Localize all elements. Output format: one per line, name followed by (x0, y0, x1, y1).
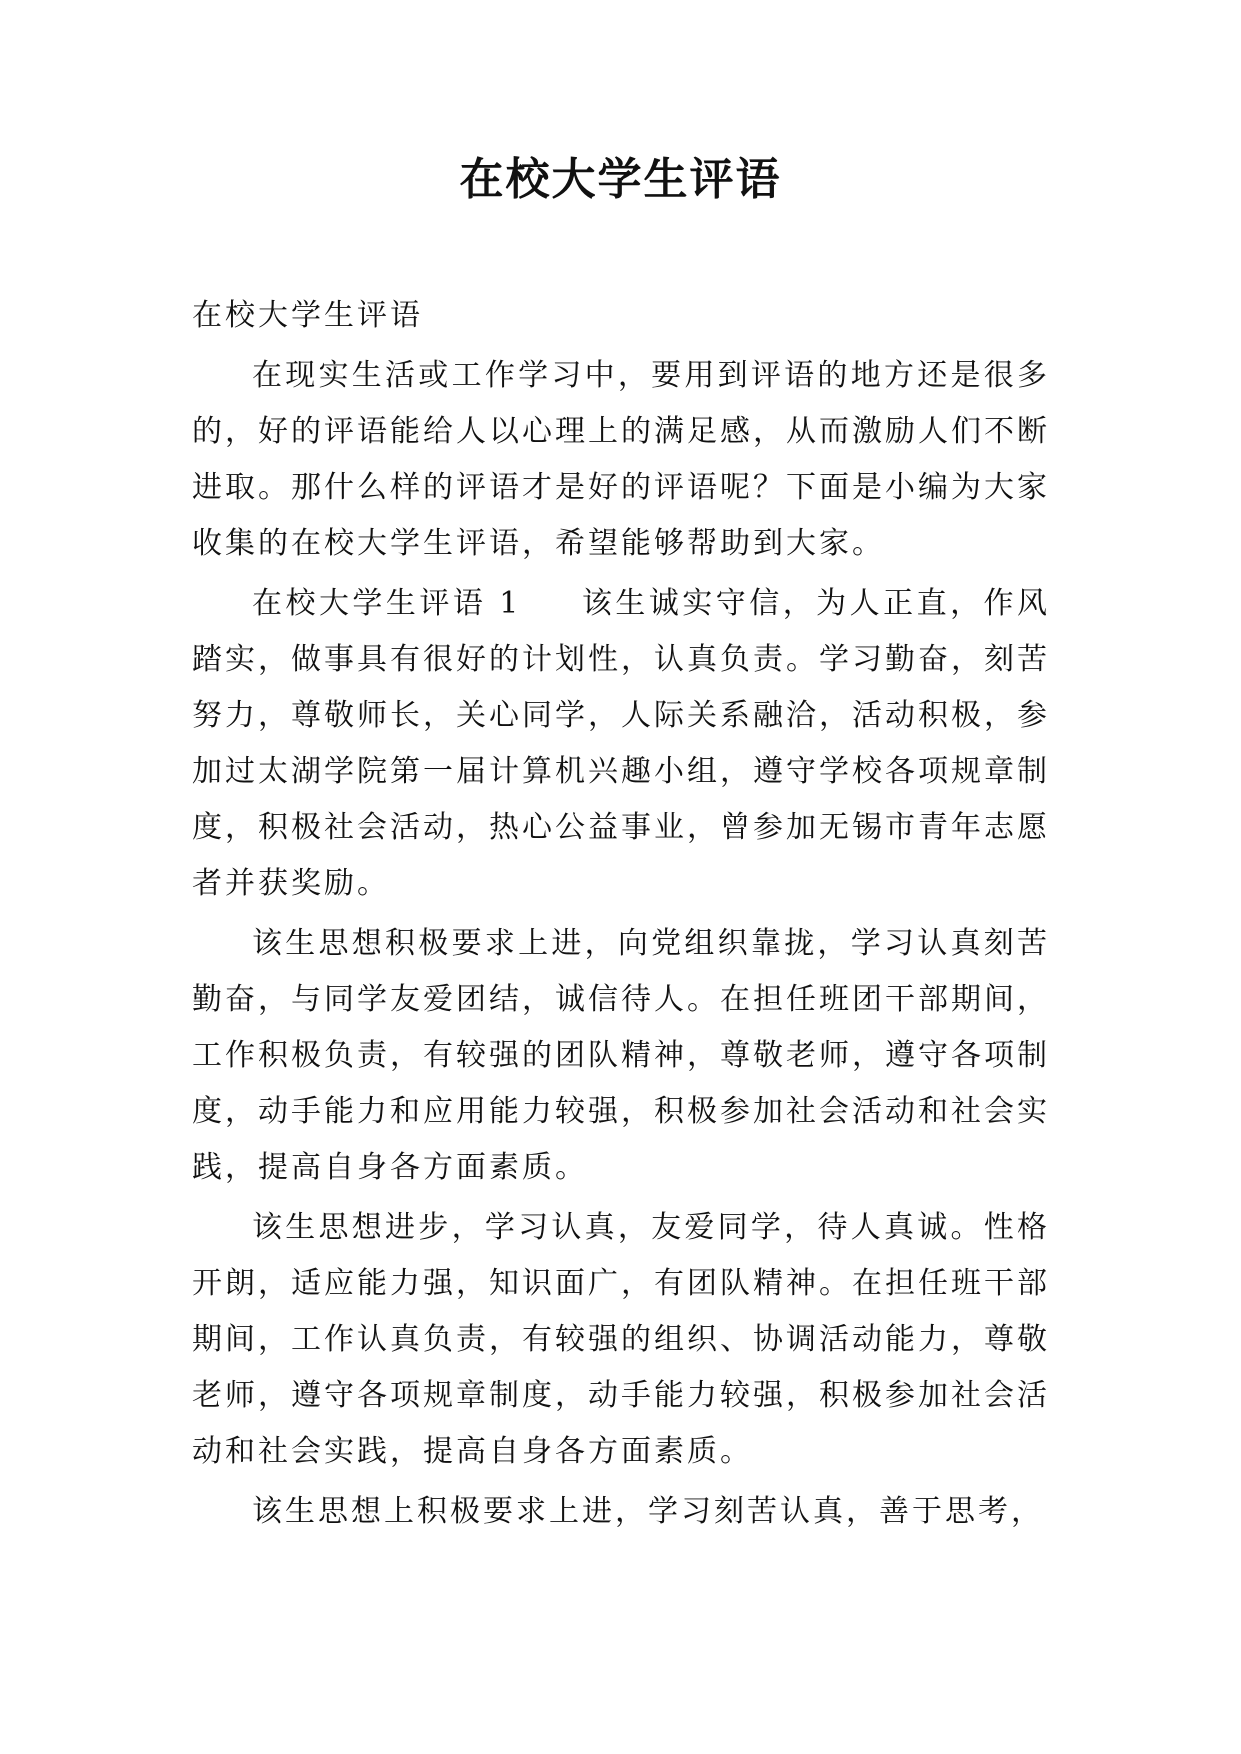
document-title: 在校大学生评语 (459, 154, 782, 205)
section-heading: 在校大学生评语 1 (252, 586, 522, 621)
comment-paragraph-3: 该生思想进步，学习认真，友爱同学，待人真诚。性格开朗，适应能力强，知识面广，有团队精神。在担任班干部期间，工作认真负责，有较强的组织、协调活动能力，尊敬老师，遵守各项规章制度，动手能力较强，积极参加社会活动和社会实践，提高自身各方面素质。 (192, 1210, 1050, 1469)
comment-paragraph-1 (192, 576, 1050, 912)
document-subtitle: 在校大学生评语 (192, 298, 423, 333)
comment-paragraph-4: 该生思想上积极要求上进，学习刻苦认真，善于思考， (252, 1494, 1044, 1529)
comment-paragraph-2: 该生思想积极要求上进，向党组织靠拢，学习认真刻苦勤奋，与同学友爱团结，诚信待人。在担任班团干部期间，工作积极负责，有较强的团队精神，尊敬老师，遵守各项制度，动手能力和应用能力较强，积极参加社会活动和社会实践，提高自身各方面素质。 (192, 926, 1050, 1185)
intro-paragraph: 在现实生活或工作学习中，要用到评语的地方还是很多的，好的评语能给人以心理上的满足感，从而激励人们不断进取。那什么样的评语才是好的评语呢？下面是小编为大家收集的在校大学生评语，希望能够帮助到大家。 (192, 358, 1050, 561)
section-1-text: 该生诚实守信，为人正直，作风踏实，做事具有很好的计划性，认真负责。学习勤奋，刻苦努力，尊敬师长，关心同学，人际关系融洽，活动积极，参加过太湖学院第一届计算机兴趣小组，遵守学校各项规章制度，积极社会活动，热心公益事业，曾参加无锡市青年志愿者并获奖励。 (192, 586, 1051, 901)
document-body (192, 288, 1050, 1544)
